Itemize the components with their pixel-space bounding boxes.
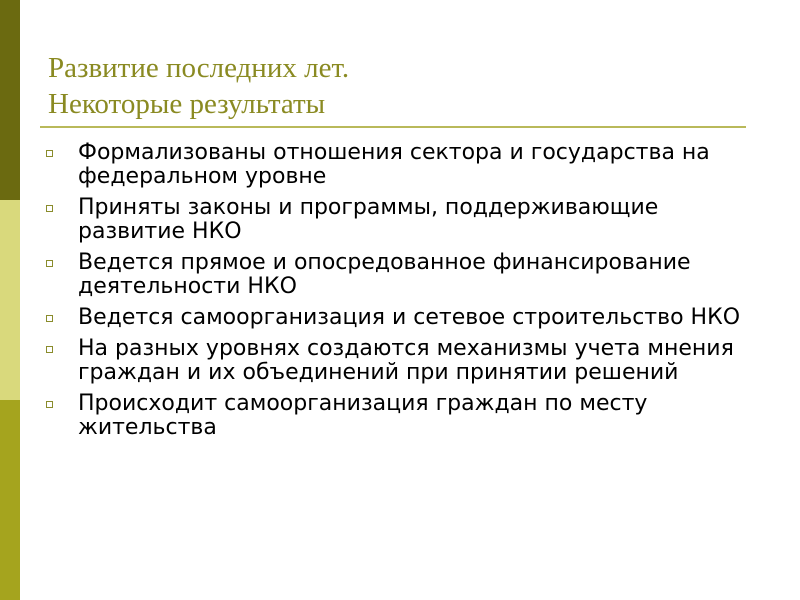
hollow-square-bullet-icon [46,315,53,322]
hollow-square-bullet-icon [46,401,53,408]
side-accent-bar [0,0,20,600]
side-bar-bottom-segment [0,400,20,600]
bullet-item [42,196,762,244]
side-bar-top-segment [0,0,20,200]
hollow-square-bullet-icon [46,260,53,267]
hollow-square-bullet-icon [46,150,53,157]
bullet-text: Происходит самоорганизация граждан по месту жительства [78,391,648,440]
hollow-square-bullet-icon [46,346,53,353]
bullet-text: Ведется прямое и опосредованное финансирование деятельности НКО [78,250,691,299]
title-divider [40,126,746,128]
bullet-item [42,337,762,385]
hollow-square-bullet-icon [46,205,53,212]
bullet-text: На разных уровнях создаются механизмы учета мнения граждан и их объединений при принятии решений [78,336,734,385]
bullet-item [42,141,762,189]
slide-title-line-1: Развитие последних лет. [48,52,350,84]
bullet-list [42,141,762,447]
bullet-item [42,251,762,299]
bullet-item [42,306,762,330]
side-bar-middle-segment [0,200,20,400]
slide-title-line-2: Некоторые результаты [48,88,326,120]
bullet-text: Формализованы отношения сектора и государства на федеральном уровне [78,140,710,189]
bullet-text: Ведется самоорганизация и сетевое строительство НКО [78,305,741,330]
bullet-item [42,392,762,440]
bullet-text: Приняты законы и программы, поддерживающие развитие НКО [78,195,659,244]
slide-title [48,50,748,122]
